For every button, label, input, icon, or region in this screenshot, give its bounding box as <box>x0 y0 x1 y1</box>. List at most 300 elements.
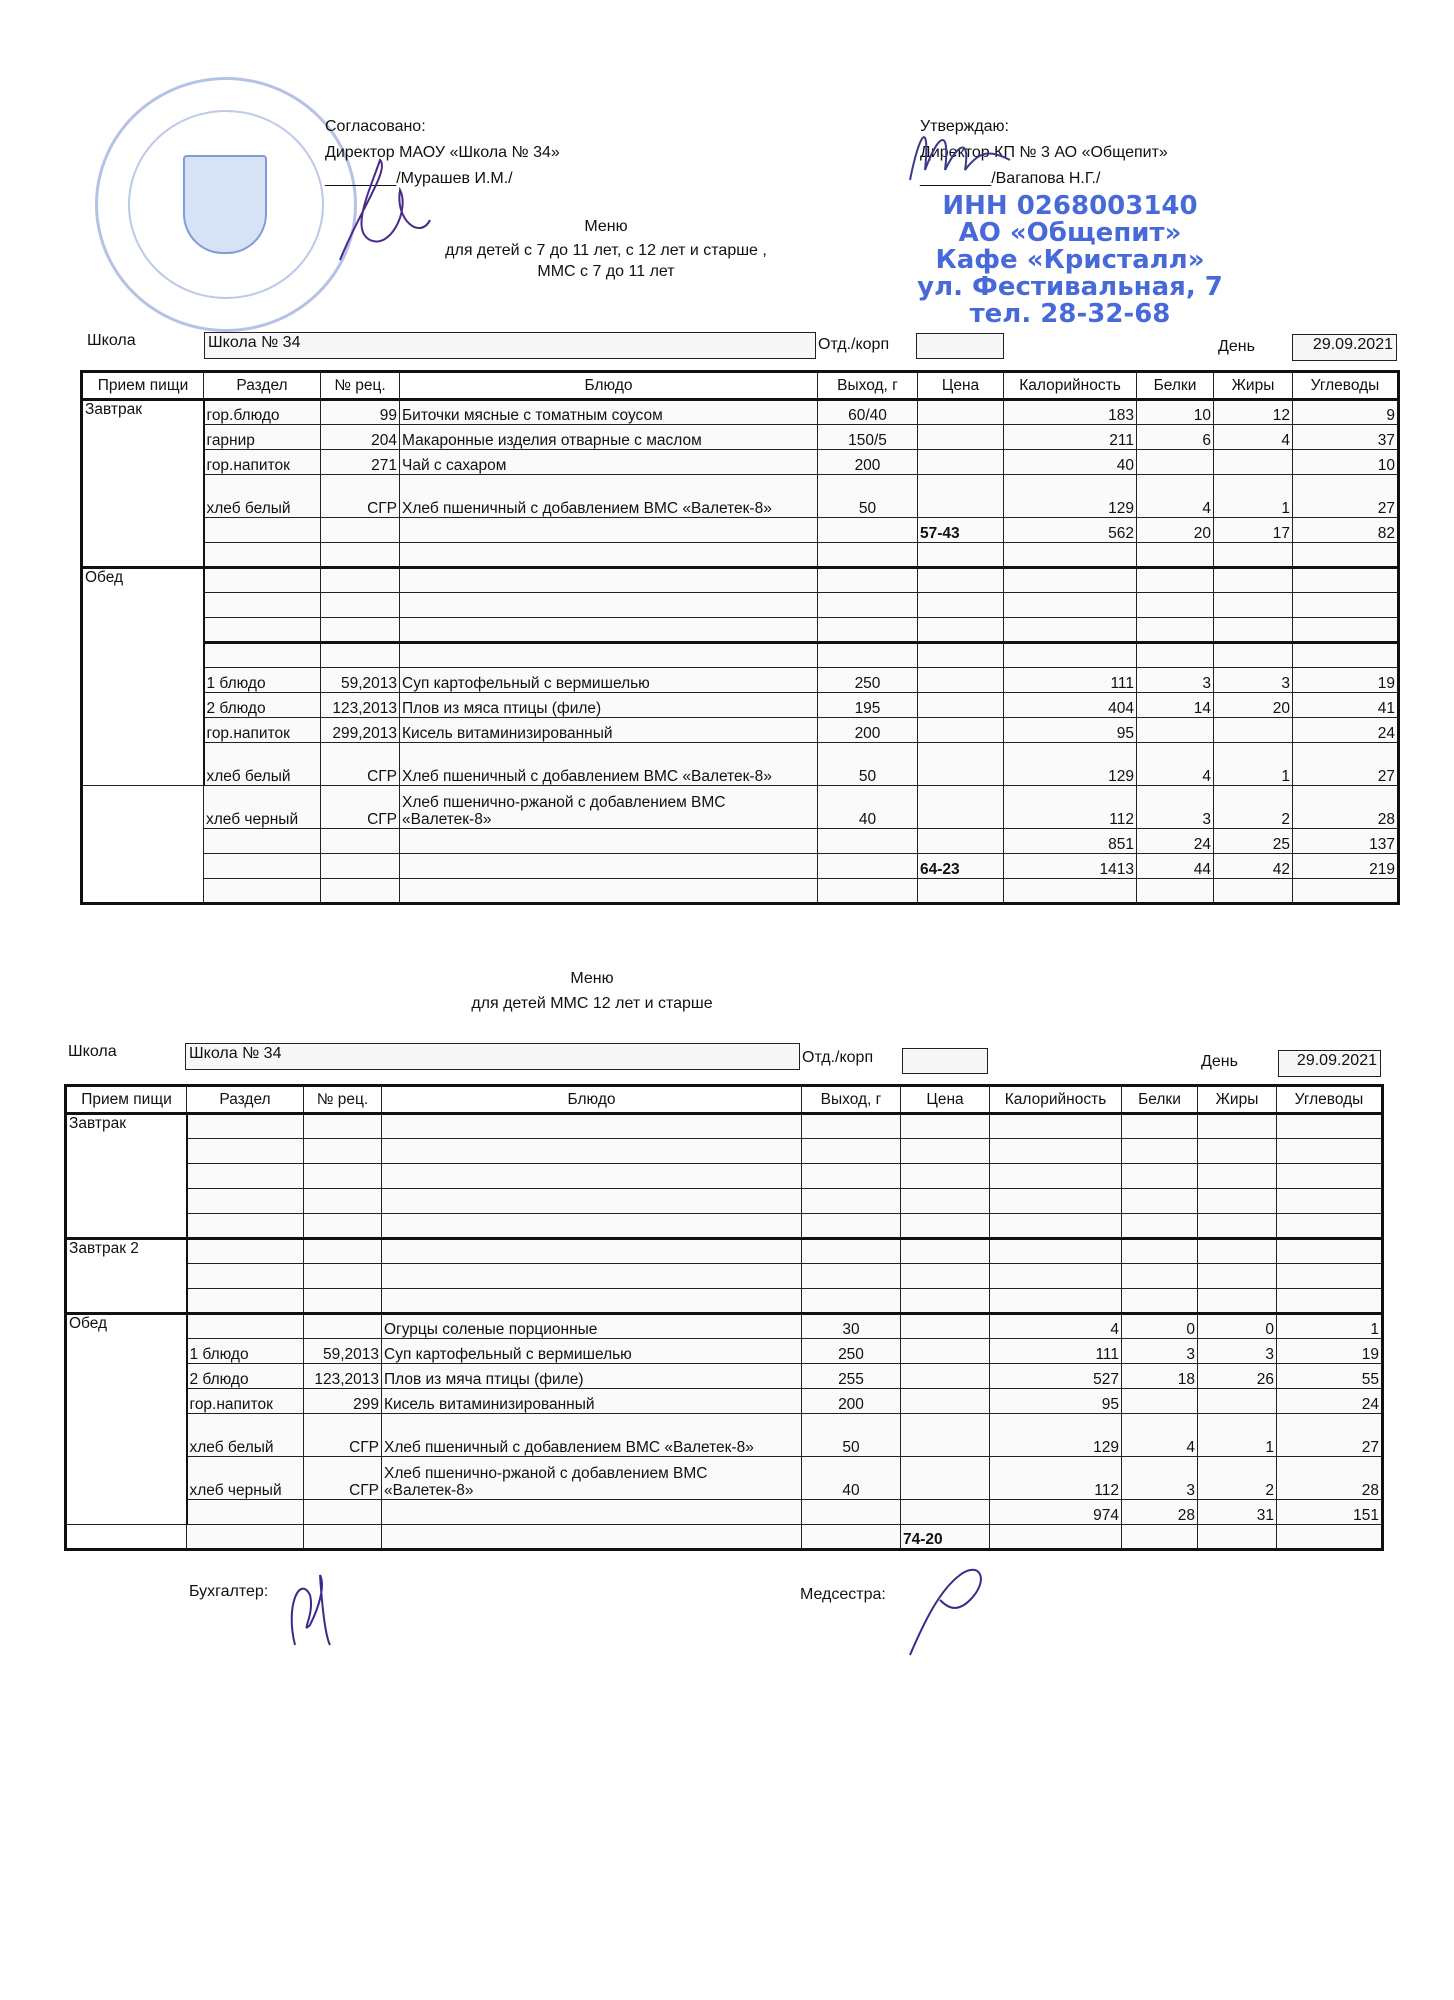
cell-dish <box>400 543 818 568</box>
table-row <box>66 1189 1383 1214</box>
cell-price <box>918 475 1004 518</box>
cell-recipe-number: 123,2013 <box>304 1364 382 1389</box>
menu1-dept-field[interactable] <box>916 333 1004 359</box>
cell-section: гарнир <box>204 425 321 450</box>
table-row <box>66 1525 1383 1550</box>
cell-calories: 211 <box>1004 425 1137 450</box>
cell-section <box>204 618 321 643</box>
menu2-subtitle1: для детей ММС 12 лет и старше <box>471 995 713 1012</box>
cell-carbs: 219 <box>1293 854 1399 879</box>
cell-calories: 974 <box>990 1500 1122 1525</box>
cell-price <box>901 1339 990 1364</box>
cell-recipe-number <box>304 1239 382 1264</box>
cell-protein: 20 <box>1137 518 1214 543</box>
cell-calories <box>990 1264 1122 1289</box>
cell-dish: Макаронные изделия отварные с маслом <box>400 425 818 450</box>
cell-recipe-number <box>304 1264 382 1289</box>
table-row <box>82 879 1399 904</box>
cell-fat <box>1214 543 1293 568</box>
cell-recipe-number <box>321 618 400 643</box>
cell-price <box>901 1314 990 1339</box>
cell-dish <box>400 568 818 593</box>
cell-protein: 28 <box>1122 1500 1198 1525</box>
cell-price <box>918 543 1004 568</box>
cell-carbs: 28 <box>1277 1457 1383 1500</box>
cell-dish <box>400 518 818 543</box>
table-row <box>66 1500 1383 1525</box>
cell-price <box>918 593 1004 618</box>
cell-price <box>918 786 1004 829</box>
cell-recipe-number: 99 <box>321 400 400 425</box>
cell-section <box>204 568 321 593</box>
table-row <box>82 829 1399 854</box>
cell-protein: 3 <box>1137 668 1214 693</box>
cell-section: 2 блюдо <box>187 1364 304 1389</box>
cell-fat <box>1214 879 1293 904</box>
empty-cell <box>82 854 204 879</box>
table-row <box>82 450 1399 475</box>
cell-calories <box>990 1289 1122 1314</box>
cell-fat: 42 <box>1214 854 1293 879</box>
menu2-day-label: День <box>1201 1053 1238 1070</box>
cell-calories <box>990 1189 1122 1214</box>
column-header: Раздел <box>187 1086 304 1114</box>
cell-price <box>901 1164 990 1189</box>
cell-protein <box>1137 718 1214 743</box>
cell-price <box>901 1414 990 1457</box>
cell-yield <box>802 1525 901 1550</box>
cell-section: гор.напиток <box>187 1389 304 1414</box>
column-header: Калорийность <box>990 1086 1122 1114</box>
cell-section: хлеб черный <box>204 786 321 829</box>
cell-section: 1 блюдо <box>204 668 321 693</box>
menu1-day-field[interactable]: 29.09.2021 <box>1292 334 1397 361</box>
cell-recipe-number <box>304 1189 382 1214</box>
cell-recipe-number <box>321 879 400 904</box>
cell-protein: 14 <box>1137 693 1214 718</box>
table-row <box>82 593 1399 618</box>
cell-dish: Плов из мяса птицы (филе) <box>400 693 818 718</box>
cell-recipe-number: СГР <box>304 1457 382 1500</box>
cell-section <box>187 1500 304 1525</box>
approval-left-line3: ________/Мурашев И.М./ <box>325 170 513 187</box>
menu2-school-field[interactable]: Школа № 34 <box>185 1043 800 1070</box>
meal-label: Обед <box>82 568 204 786</box>
cell-recipe-number: 59,2013 <box>304 1339 382 1364</box>
cell-carbs: 137 <box>1293 829 1399 854</box>
cell-fat: 20 <box>1214 693 1293 718</box>
cell-carbs <box>1293 568 1399 593</box>
column-header: Блюдо <box>400 372 818 400</box>
cell-calories: 111 <box>1004 668 1137 693</box>
cell-protein: 3 <box>1122 1457 1198 1500</box>
cell-carbs: 37 <box>1293 425 1399 450</box>
cell-carbs <box>1277 1264 1383 1289</box>
cell-protein <box>1122 1214 1198 1239</box>
cell-section <box>187 1214 304 1239</box>
cell-carbs <box>1277 1214 1383 1239</box>
accountant-label: Бухгалтер: <box>189 1583 269 1600</box>
cell-fat <box>1214 450 1293 475</box>
cell-price <box>918 400 1004 425</box>
cell-dish: Хлеб пшеничный с добавлением ВМС «Валетек-8» <box>382 1414 802 1457</box>
cell-protein: 0 <box>1122 1314 1198 1339</box>
menu2-dept-field[interactable] <box>902 1048 988 1074</box>
cell-price <box>901 1500 990 1525</box>
cell-section: хлеб белый <box>204 475 321 518</box>
cell-carbs: 24 <box>1293 718 1399 743</box>
cell-price <box>901 1214 990 1239</box>
cell-calories: 129 <box>1004 743 1137 786</box>
cell-carbs: 27 <box>1293 475 1399 518</box>
cell-dish: Хлеб пшеничный с добавлением ВМС «Валетек-8» <box>400 475 818 518</box>
cell-section <box>187 1289 304 1314</box>
cell-calories <box>1004 543 1137 568</box>
cell-dish <box>400 593 818 618</box>
column-header: Выход, г <box>818 372 918 400</box>
cell-carbs <box>1277 1239 1383 1264</box>
table-row <box>82 743 1399 786</box>
column-header: Цена <box>901 1086 990 1114</box>
cell-price <box>918 425 1004 450</box>
cell-recipe-number <box>304 1164 382 1189</box>
cell-fat: 4 <box>1214 425 1293 450</box>
cell-recipe-number: СГР <box>321 475 400 518</box>
cell-fat <box>1198 1389 1277 1414</box>
cell-carbs <box>1277 1189 1383 1214</box>
cell-recipe-number <box>304 1289 382 1314</box>
cell-section <box>187 1189 304 1214</box>
table-row <box>82 543 1399 568</box>
cell-fat: 26 <box>1198 1364 1277 1389</box>
menu2-day-field[interactable]: 29.09.2021 <box>1278 1050 1381 1077</box>
cell-protein: 3 <box>1122 1339 1198 1364</box>
table-row <box>82 425 1399 450</box>
cell-section <box>204 879 321 904</box>
cell-dish <box>382 1264 802 1289</box>
cell-recipe-number: 299 <box>304 1389 382 1414</box>
cell-yield: 195 <box>818 693 918 718</box>
cell-protein: 4 <box>1122 1414 1198 1457</box>
cell-calories: 4 <box>990 1314 1122 1339</box>
cell-carbs: 9 <box>1293 400 1399 425</box>
cell-calories <box>990 1139 1122 1164</box>
cell-dish: Огурцы соленые порционные <box>382 1314 802 1339</box>
cell-calories: 129 <box>1004 475 1137 518</box>
cell-carbs: 55 <box>1277 1364 1383 1389</box>
column-header: Раздел <box>204 372 321 400</box>
stamp-line: ул. Фестивальная, 7 <box>917 272 1223 302</box>
cell-dish <box>382 1500 802 1525</box>
menu2-table <box>64 1084 1384 1551</box>
cell-recipe-number <box>304 1500 382 1525</box>
cell-yield <box>818 568 918 593</box>
cell-fat: 2 <box>1198 1457 1277 1500</box>
cell-yield: 60/40 <box>818 400 918 425</box>
menu2-school-label: Школа <box>68 1043 117 1060</box>
empty-cell <box>66 1525 187 1550</box>
menu2-title: Меню <box>570 970 614 987</box>
cell-calories <box>990 1525 1122 1550</box>
table-row <box>66 1389 1383 1414</box>
cell-dish: Кисель витаминизированный <box>382 1389 802 1414</box>
cell-fat: 1 <box>1214 475 1293 518</box>
cell-section <box>204 593 321 618</box>
cell-yield <box>802 1139 901 1164</box>
cell-carbs <box>1277 1164 1383 1189</box>
column-header: Блюдо <box>382 1086 802 1114</box>
cell-yield <box>818 854 918 879</box>
cell-section <box>187 1239 304 1264</box>
cell-protein <box>1122 1164 1198 1189</box>
cell-yield <box>802 1214 901 1239</box>
cell-price <box>918 618 1004 643</box>
cell-fat: 31 <box>1198 1500 1277 1525</box>
cell-price <box>918 879 1004 904</box>
cell-dish: Хлеб пшеничный с добавлением ВМС «Валетек-8» <box>400 743 818 786</box>
cell-yield <box>818 643 918 668</box>
approval-right-line3: ________/Вагапова Н.Г./ <box>920 170 1101 187</box>
cell-protein <box>1137 643 1214 668</box>
cell-price <box>918 668 1004 693</box>
cell-dish <box>382 1139 802 1164</box>
cell-calories <box>990 1214 1122 1239</box>
cell-recipe-number: 299,2013 <box>321 718 400 743</box>
cell-calories: 112 <box>990 1457 1122 1500</box>
cell-fat: 1 <box>1214 743 1293 786</box>
cell-recipe-number <box>321 568 400 593</box>
table-row <box>66 1114 1383 1139</box>
cell-dish: Суп картофельный с вермишелью <box>382 1339 802 1364</box>
cell-protein: 10 <box>1137 400 1214 425</box>
column-header: Белки <box>1137 372 1214 400</box>
cell-protein: 6 <box>1137 425 1214 450</box>
cell-calories <box>1004 593 1137 618</box>
cell-price <box>918 693 1004 718</box>
cell-yield <box>818 518 918 543</box>
cell-carbs <box>1293 593 1399 618</box>
cell-calories: 1413 <box>1004 854 1137 879</box>
cell-protein: 18 <box>1122 1364 1198 1389</box>
cell-section <box>187 1114 304 1139</box>
table-row <box>82 718 1399 743</box>
empty-cell <box>82 786 204 829</box>
cell-protein: 4 <box>1137 475 1214 518</box>
cell-price: 57-43 <box>918 518 1004 543</box>
table-row <box>66 1239 1383 1264</box>
table-row <box>66 1214 1383 1239</box>
cell-fat: 2 <box>1214 786 1293 829</box>
cell-recipe-number <box>304 1139 382 1164</box>
table-row <box>66 1364 1383 1389</box>
cell-dish: Биточки мясные с томатным соусом <box>400 400 818 425</box>
cell-price <box>918 643 1004 668</box>
cell-recipe-number <box>321 854 400 879</box>
meal-label: Завтрак <box>82 400 204 568</box>
table-row <box>82 668 1399 693</box>
cell-section: хлеб белый <box>187 1414 304 1457</box>
cell-price <box>901 1389 990 1414</box>
approval-left-line1: Согласовано: <box>325 118 426 135</box>
cell-fat <box>1214 618 1293 643</box>
menu1-subtitle1: для детей с 7 до 11 лет, с 12 лет и старше , <box>445 242 767 259</box>
cell-price <box>918 450 1004 475</box>
column-header: № рец. <box>304 1086 382 1114</box>
cell-fat <box>1198 1289 1277 1314</box>
column-header: Прием пищи <box>66 1086 187 1114</box>
cell-dish <box>382 1189 802 1214</box>
cell-section: гор.напиток <box>204 718 321 743</box>
table-row <box>82 400 1399 425</box>
cell-protein <box>1137 593 1214 618</box>
approval-right-line2: Директор КП № 3 АО «Общепит» <box>920 144 1168 161</box>
cell-yield <box>802 1239 901 1264</box>
cell-yield <box>802 1189 901 1214</box>
table-row <box>82 475 1399 518</box>
stamp-line: тел. 28-32-68 <box>969 299 1171 329</box>
cell-section <box>187 1139 304 1164</box>
cell-recipe-number: 59,2013 <box>321 668 400 693</box>
menu1-subtitle2: ММС с 7 до 11 лет <box>537 263 675 280</box>
cell-yield: 40 <box>802 1457 901 1500</box>
column-header: Жиры <box>1198 1086 1277 1114</box>
cell-recipe-number <box>321 643 400 668</box>
cell-protein: 4 <box>1137 743 1214 786</box>
cell-fat <box>1198 1264 1277 1289</box>
director-signature <box>300 150 440 280</box>
cell-recipe-number <box>304 1314 382 1339</box>
cell-section <box>187 1525 304 1550</box>
cell-recipe-number <box>304 1214 382 1239</box>
cell-fat: 0 <box>1198 1314 1277 1339</box>
cell-protein <box>1122 1114 1198 1139</box>
cell-fat <box>1198 1214 1277 1239</box>
cell-protein <box>1122 1239 1198 1264</box>
cell-carbs: 28 <box>1293 786 1399 829</box>
menu1-school-label: Школа <box>87 332 136 349</box>
cell-price <box>901 1364 990 1389</box>
table-row <box>82 518 1399 543</box>
column-header: Углеводы <box>1277 1086 1383 1114</box>
cell-section <box>187 1164 304 1189</box>
table-row <box>82 643 1399 668</box>
cell-calories: 851 <box>1004 829 1137 854</box>
cell-price <box>901 1139 990 1164</box>
cell-dish <box>382 1239 802 1264</box>
cell-dish <box>400 829 818 854</box>
cell-protein <box>1122 1189 1198 1214</box>
cell-calories <box>990 1164 1122 1189</box>
column-header: № рец. <box>321 372 400 400</box>
menu2-dept-label: Отд./корп <box>802 1049 874 1066</box>
cell-carbs: 27 <box>1293 743 1399 786</box>
table-row <box>82 854 1399 879</box>
cell-section <box>204 518 321 543</box>
cell-section: гор.напиток <box>204 450 321 475</box>
cell-carbs <box>1277 1114 1383 1139</box>
table-row <box>82 568 1399 593</box>
cell-dish <box>400 879 818 904</box>
cell-fat: 25 <box>1214 829 1293 854</box>
cell-protein <box>1122 1289 1198 1314</box>
menu1-school-field[interactable]: Школа № 34 <box>204 332 816 359</box>
cell-dish <box>400 643 818 668</box>
cell-carbs: 27 <box>1277 1414 1383 1457</box>
cell-calories <box>1004 618 1137 643</box>
cell-fat: 3 <box>1214 668 1293 693</box>
empty-cell <box>82 829 204 854</box>
cell-section <box>187 1314 304 1339</box>
cell-yield: 250 <box>802 1339 901 1364</box>
cell-price: 64-23 <box>918 854 1004 879</box>
cell-section: хлеб черный <box>187 1457 304 1500</box>
column-header: Жиры <box>1214 372 1293 400</box>
cell-price <box>901 1457 990 1500</box>
cell-dish <box>400 618 818 643</box>
stamp-line: ИНН 0268003140 <box>942 191 1198 221</box>
stamp-line: АО «Общепит» <box>958 218 1182 248</box>
cell-dish: Хлеб пшенично-ржаной с добавлением ВМС «Валетек-8» <box>400 786 818 829</box>
cell-fat: 12 <box>1214 400 1293 425</box>
cell-carbs: 10 <box>1293 450 1399 475</box>
cell-recipe-number: СГР <box>304 1414 382 1457</box>
cell-yield <box>818 543 918 568</box>
cell-price <box>901 1264 990 1289</box>
cell-section: гор.блюдо <box>204 400 321 425</box>
meal-label: Завтрак 2 <box>66 1239 187 1314</box>
cell-yield: 50 <box>818 743 918 786</box>
cell-calories <box>1004 643 1137 668</box>
cell-dish <box>382 1214 802 1239</box>
cell-yield: 200 <box>818 450 918 475</box>
approval-left-line2: Директор МАОУ «Школа № 34» <box>325 144 560 161</box>
cell-section <box>204 829 321 854</box>
cell-carbs: 1 <box>1277 1314 1383 1339</box>
header-row <box>66 1086 1383 1114</box>
cell-carbs: 19 <box>1293 668 1399 693</box>
cell-fat: 17 <box>1214 518 1293 543</box>
cell-dish <box>382 1289 802 1314</box>
cell-yield <box>802 1289 901 1314</box>
cell-yield: 50 <box>802 1414 901 1457</box>
cell-carbs: 151 <box>1277 1500 1383 1525</box>
cell-fat <box>1198 1239 1277 1264</box>
menu1-dept-label: Отд./корп <box>818 336 890 353</box>
cell-protein: 3 <box>1137 786 1214 829</box>
column-header: Белки <box>1122 1086 1198 1114</box>
cell-yield <box>818 829 918 854</box>
empty-cell <box>82 879 204 904</box>
cell-calories: 95 <box>990 1389 1122 1414</box>
table-row <box>66 1289 1383 1314</box>
table-row <box>66 1414 1383 1457</box>
cell-dish <box>382 1164 802 1189</box>
cell-section: 1 блюдо <box>187 1339 304 1364</box>
cell-protein <box>1122 1525 1198 1550</box>
cell-section: хлеб белый <box>204 743 321 786</box>
cell-yield: 255 <box>802 1364 901 1389</box>
cell-calories: 111 <box>990 1339 1122 1364</box>
cell-carbs <box>1293 618 1399 643</box>
cell-carbs <box>1293 543 1399 568</box>
cell-protein <box>1137 568 1214 593</box>
table-row <box>66 1139 1383 1164</box>
cell-price <box>918 718 1004 743</box>
cell-yield: 40 <box>818 786 918 829</box>
cell-fat <box>1198 1525 1277 1550</box>
cell-yield <box>802 1500 901 1525</box>
cell-yield: 200 <box>802 1389 901 1414</box>
